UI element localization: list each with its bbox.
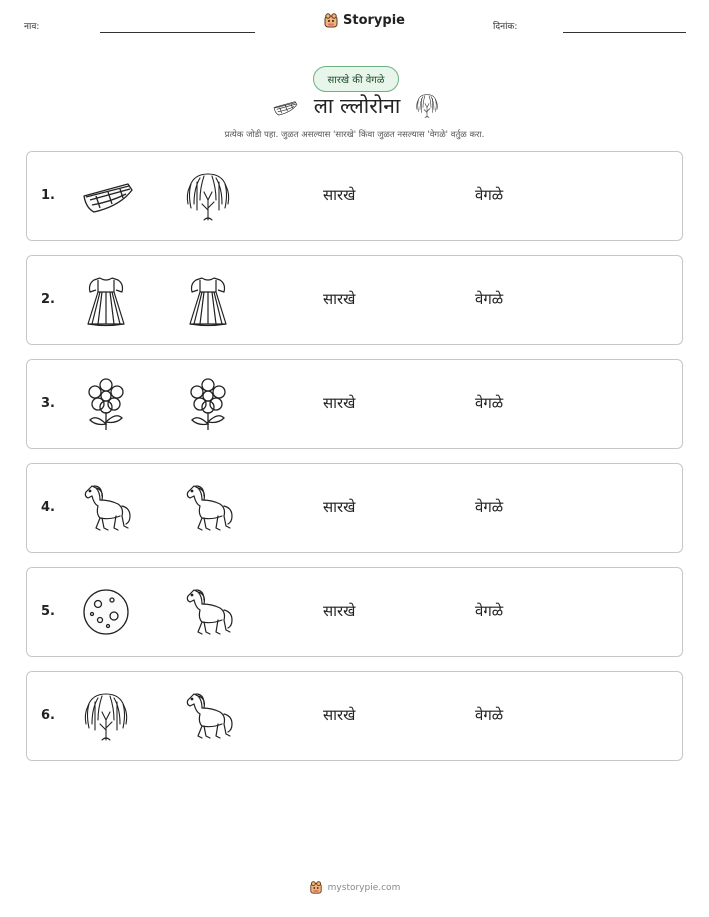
question-row (26, 255, 683, 345)
option-different[interactable]: वेगळे (475, 186, 504, 204)
option-different[interactable]: वेगळे (475, 706, 504, 724)
footer (0, 880, 709, 895)
name-label: नाव: (24, 22, 40, 32)
question-number: 3. (41, 396, 55, 411)
horse-icon (181, 690, 237, 744)
willow-tree-icon (79, 690, 135, 744)
question-number: 6. (41, 708, 55, 723)
date-line[interactable] (563, 32, 686, 33)
horse-icon (79, 482, 135, 536)
option-same[interactable]: सारखे (323, 498, 356, 516)
option-different[interactable]: वेगळे (475, 602, 504, 620)
willow-tree-icon (414, 92, 440, 120)
name-line[interactable] (100, 32, 255, 33)
dress-icon (181, 274, 237, 328)
option-different[interactable]: वेगळे (475, 498, 504, 516)
option-same[interactable]: सारखे (323, 394, 356, 412)
option-same[interactable]: सारखे (323, 602, 356, 620)
flower-icon (79, 378, 135, 432)
date-label: दिनांक: (493, 22, 518, 32)
question-row (26, 567, 683, 657)
option-same[interactable]: सारखे (323, 290, 356, 308)
option-different[interactable]: वेगळे (475, 394, 504, 412)
question-number: 2. (41, 292, 55, 307)
boat-icon (79, 170, 135, 224)
moon-icon (79, 586, 135, 640)
option-different[interactable]: वेगळे (475, 290, 504, 308)
footer-url: mystorypie.com (327, 882, 401, 893)
flower-icon (181, 378, 237, 432)
storypie-logo-icon (309, 880, 323, 895)
question-row (26, 463, 683, 553)
worksheet-type-badge: सारखे की वेगळे (313, 66, 399, 92)
question-row (26, 359, 683, 449)
question-number: 1. (41, 188, 55, 203)
instructions: प्रत्येक जोडी पहा. जुळत असल्यास 'सारखे' किंवा जुळत नसल्यास 'वेगळे' वर्तुळ करा. (224, 130, 485, 140)
title-text: ला ल्लोरोना (313, 94, 401, 118)
brand-logo (323, 12, 405, 29)
question-number: 5. (41, 604, 55, 619)
horse-icon (181, 586, 237, 640)
dress-icon (79, 274, 135, 328)
willow-tree-icon (181, 170, 237, 224)
brand-name: Storypie (343, 13, 405, 28)
option-same[interactable]: सारखे (323, 706, 356, 724)
question-number: 4. (41, 500, 55, 515)
question-row (26, 671, 683, 761)
question-row (26, 151, 683, 241)
storypie-logo-icon (323, 12, 339, 29)
boat-icon (270, 95, 300, 117)
option-same[interactable]: सारखे (323, 186, 356, 204)
horse-icon (181, 482, 237, 536)
worksheet-title (255, 92, 455, 120)
